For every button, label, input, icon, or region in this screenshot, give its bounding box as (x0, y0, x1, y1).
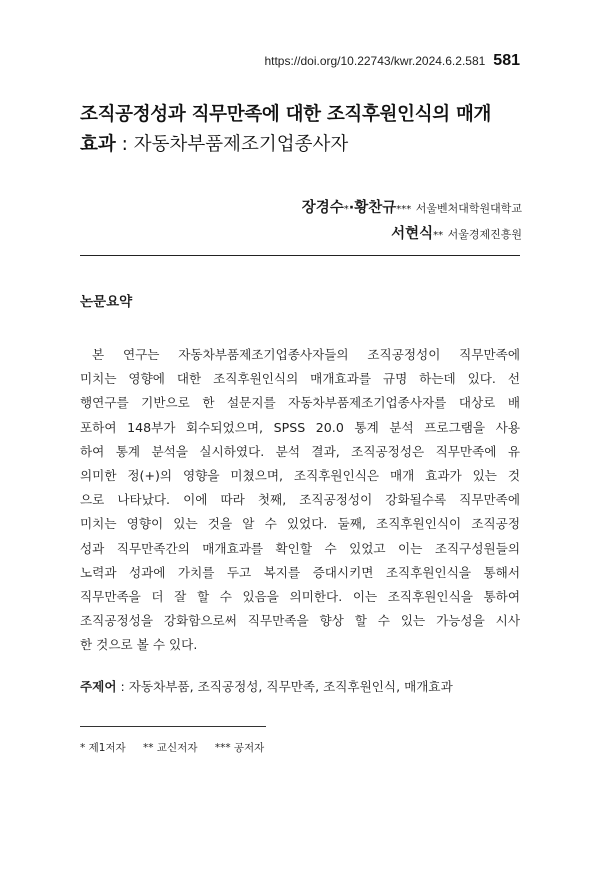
title-sub-separator: : (115, 134, 134, 155)
author-mark: *** (396, 204, 412, 215)
keywords-separator: : (116, 679, 129, 694)
abstract-line: 직무만족을 더 잘 할 수 있음을 의미한다. 이는 조직후원인식을 통하여 (80, 589, 520, 605)
footnotes (80, 740, 278, 755)
footnote-co-author: *** 공저자 (214, 742, 265, 754)
abstract-line: 하여 통계 분석을 실시하였다. 분석 결과, 조직공정성은 직무만족에 유 (80, 443, 520, 459)
abstract-line: 의미한 정(+)의 영향을 미쳤으며, 조직후원인식은 매개 효과가 있는 것 (80, 468, 520, 484)
paper-title (80, 100, 530, 160)
author-name: 황찬규 (354, 200, 397, 216)
footnote-divider (80, 726, 266, 727)
keywords-label: 주제어 (80, 679, 117, 694)
abstract-line: 행연구를 기반으로 한 설문지를 자동차부품제조기업종사자를 대상로 배 (80, 395, 520, 411)
footnote-first-author: * 제1저자 (80, 742, 126, 754)
title-sub-lead: 효과 (80, 134, 116, 155)
abstract-line: 미치는 영향에 대한 조직후원인식의 매개효과를 규명 하는데 있다. 선 (80, 371, 520, 387)
doi-link[interactable]: https://doi.org/10.22743/kwr.2024.6.2.581 (264, 54, 486, 68)
title-subtitle: 자동차부품제조기업종사자 (133, 134, 349, 155)
abstract-line: 미치는 영향이 있는 것을 알 수 있었다. 둘째, 조직후원인식이 조직공정 (80, 516, 520, 532)
abstract-line: 으로 나타났다. 이에 따라 첫째, 조직공정성이 강화될수록 직무만족에 (80, 492, 520, 508)
running-header (264, 52, 520, 70)
author-mark: * (343, 204, 349, 215)
page-number: 581 (493, 52, 520, 69)
abstract-line: 노력과 성과에 가치를 두고 복지를 증대시키면 조직후원인식을 통해서 (80, 564, 520, 580)
abstract-heading: 논문요약 (80, 294, 133, 310)
abstract-line: 성과 직무만족간의 매개효과를 확인할 수 있었고 이는 조직구성원들의 (80, 540, 520, 556)
abstract-line: 한 것으로 볼 수 있다. (80, 637, 198, 653)
author-block (302, 196, 522, 248)
author-name: 장경수 (301, 200, 344, 216)
abstract-line: 본 연구는 자동차부품제조기업종사자들의 조직공정성이 직무만족에 (92, 347, 520, 362)
author-line-1 (302, 196, 522, 222)
author-affiliation: 서울벤처대학원대학교 (415, 202, 522, 215)
author-separator: · (348, 200, 355, 216)
author-line-2 (302, 222, 522, 248)
author-affiliation: 서울경제진흥원 (447, 228, 522, 241)
abstract-line: 조직공정성을 강화함으로써 직무만족을 향상 할 수 있는 가능성을 시사 (80, 613, 520, 629)
header-divider (80, 255, 520, 256)
author-name: 서현식 (391, 226, 434, 242)
abstract-line: 포하여 148부가 회수되었으며, SPSS 20.0 통계 분석 프로그램을 사용 (80, 419, 520, 435)
author-mark: ** (433, 230, 444, 241)
abstract-body (80, 343, 520, 658)
title-subline (80, 130, 530, 160)
keywords-text: 자동차부품, 조직공정성, 직무만족, 조직후원인식, 매개효과 (128, 679, 453, 694)
footnote-corresponding-author: ** 교신저자 (143, 742, 198, 754)
title-main: 조직공정성과 직무만족에 대한 조직후원인식의 매개 (80, 104, 492, 125)
keywords (80, 676, 453, 695)
